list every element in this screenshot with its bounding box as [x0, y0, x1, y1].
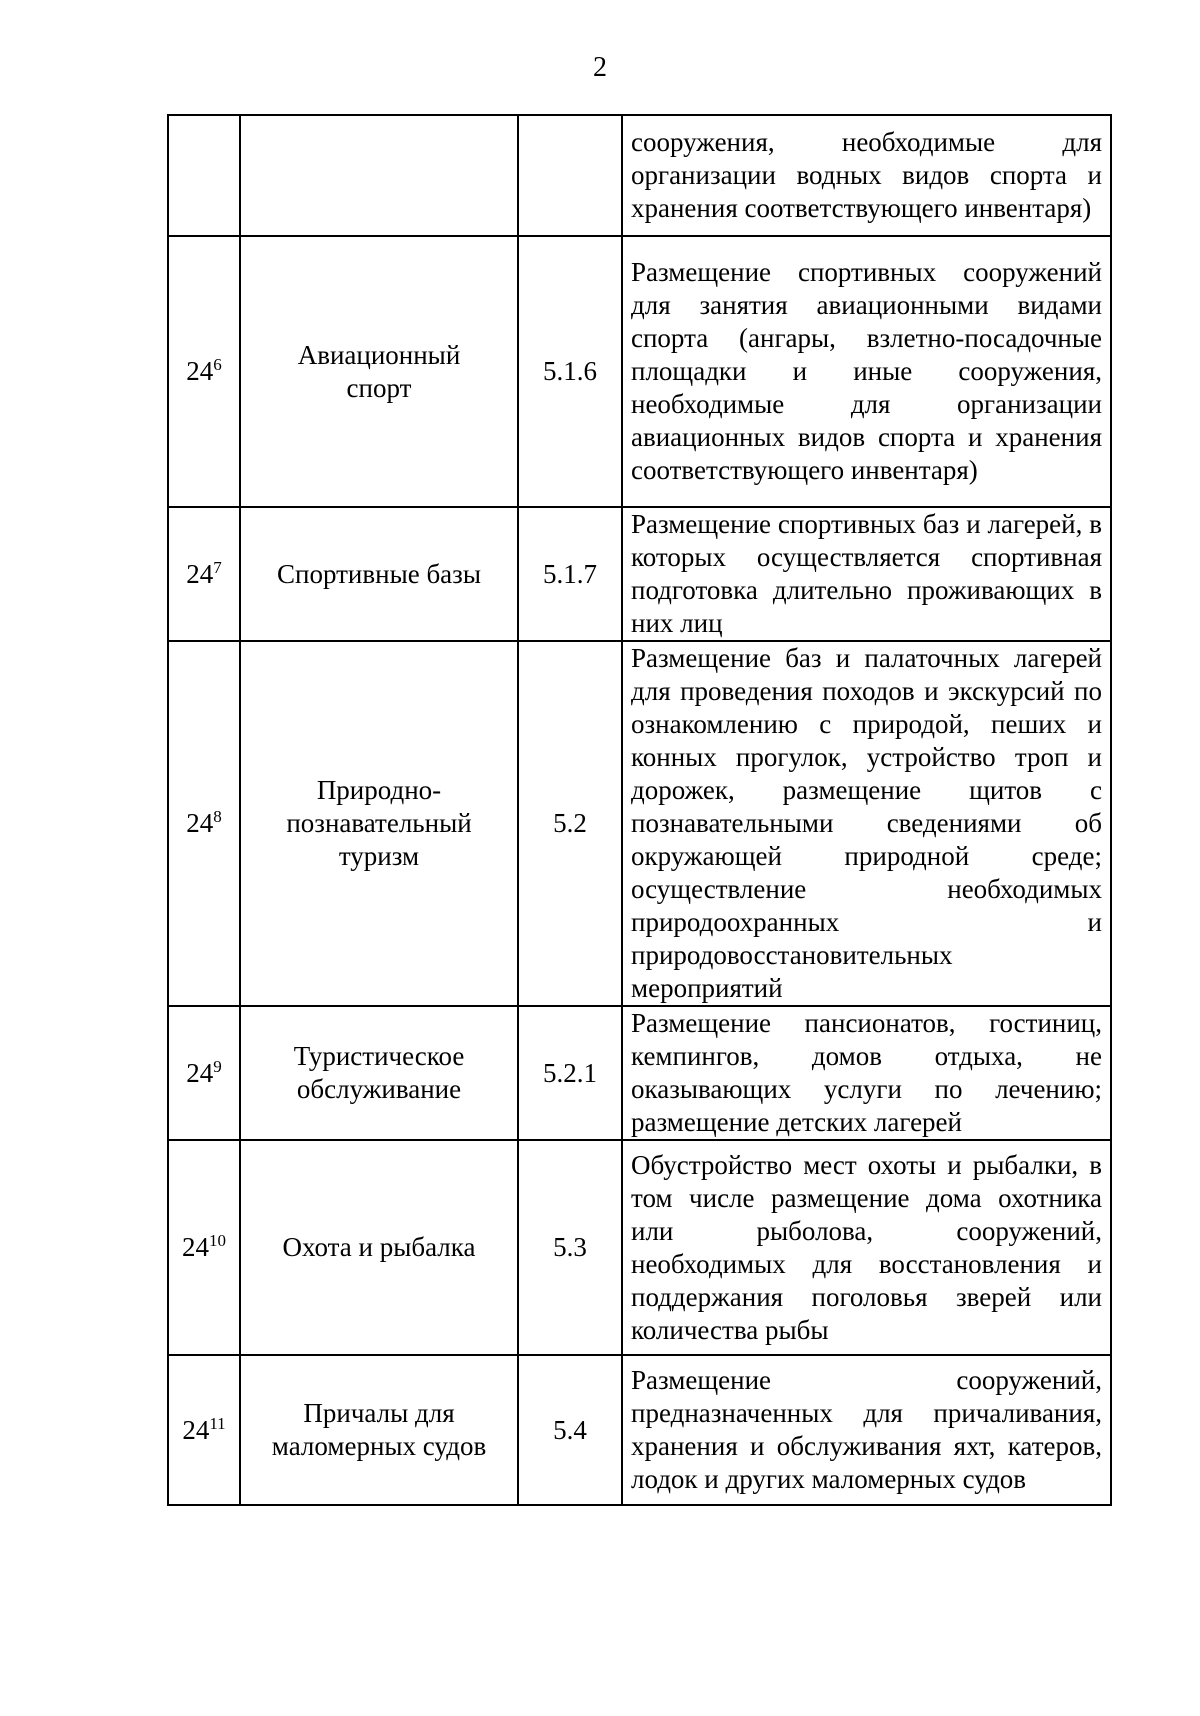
- row-code: 5.4: [518, 1355, 622, 1505]
- table-row: [168, 1355, 1111, 1505]
- row-description: Размещение пансионатов, гостиниц, кемпингов, домов отдыха, не оказывающих услуги по лечению; размещение детских лагерей: [622, 1006, 1111, 1140]
- page-number: 2: [593, 52, 607, 83]
- table-row: [168, 115, 1111, 236]
- row-description: Обустройство мест охоты и рыбалки, в том числе размещение дома охотника или рыболова, сооружений, необходимых для восстановления и поддержания поголовья зверей или количества рыбы: [622, 1140, 1111, 1355]
- row-number: $24^6$: [168, 236, 240, 507]
- row-code: 5.2.1: [518, 1006, 622, 1140]
- name-text: Охота и рыбалка: [282, 1232, 476, 1262]
- row-name: [240, 1355, 518, 1505]
- table-row: [168, 507, 1111, 641]
- row-name: [240, 1140, 518, 1355]
- row-code: 5.1.6: [518, 236, 622, 507]
- row-number: $24^7$: [168, 507, 240, 641]
- row-name: [240, 115, 518, 236]
- table-row: [168, 641, 1111, 1006]
- row-code: 5.2: [518, 641, 622, 1006]
- row-name: [240, 641, 518, 1006]
- name-text: Туристическое обслуживание: [293, 1041, 465, 1104]
- table-row: [168, 236, 1111, 507]
- row-description: Размещение сооружений, предназначенных для причаливания, хранения и обслуживания яхт, катеров, лодок и других маломерных судов: [622, 1355, 1111, 1505]
- row-description: Размещение спортивных сооружений для занятия авиационными видами спорта (ангары, взлетно-посадочные площадки и иные сооружения, необходимые для организации авиационных видов спорта и хранения соответствующего инвентаря): [622, 236, 1111, 507]
- row-name: [240, 236, 518, 507]
- row-description: Размещение спортивных баз и лагерей, в которых осуществляется спортивная подготовка длительно проживающих в них лиц: [622, 507, 1111, 641]
- table-row: [168, 1140, 1111, 1355]
- row-code: 5.3: [518, 1140, 622, 1355]
- row-code: 5.1.7: [518, 507, 622, 641]
- row-name: [240, 1006, 518, 1140]
- land-use-table: [167, 114, 1112, 1506]
- name-text: Природно-познавательный туризм: [286, 775, 472, 871]
- name-text: Спортивные базы: [277, 558, 481, 589]
- table-row: [168, 1006, 1111, 1140]
- name-text: Авиационный спорт: [297, 339, 461, 403]
- row-number: $24^{11}$: [168, 1355, 240, 1505]
- row-number: $24^9$: [168, 1006, 240, 1140]
- name-text: Причалы для маломерных судов: [271, 1398, 487, 1461]
- row-number: $24^8$: [168, 641, 240, 1006]
- row-description: сооружения, необходимые для организации водных видов спорта и хранения соответствующего инвентаря): [622, 115, 1111, 236]
- row-code: [518, 115, 622, 236]
- row-name: [240, 507, 518, 641]
- row-number: $24^{10}$: [168, 1140, 240, 1355]
- row-description: Размещение баз и палаточных лагерей для проведения походов и экскурсий по ознакомлению с природой, пеших и конных прогулок, устройство троп и дорожек, размещение щитов с познавательными сведениями об окружающей природной среде; осуществление необходимых природоохранных и природовосстановительных мероприятий: [622, 641, 1111, 1006]
- row-number: [168, 115, 240, 236]
